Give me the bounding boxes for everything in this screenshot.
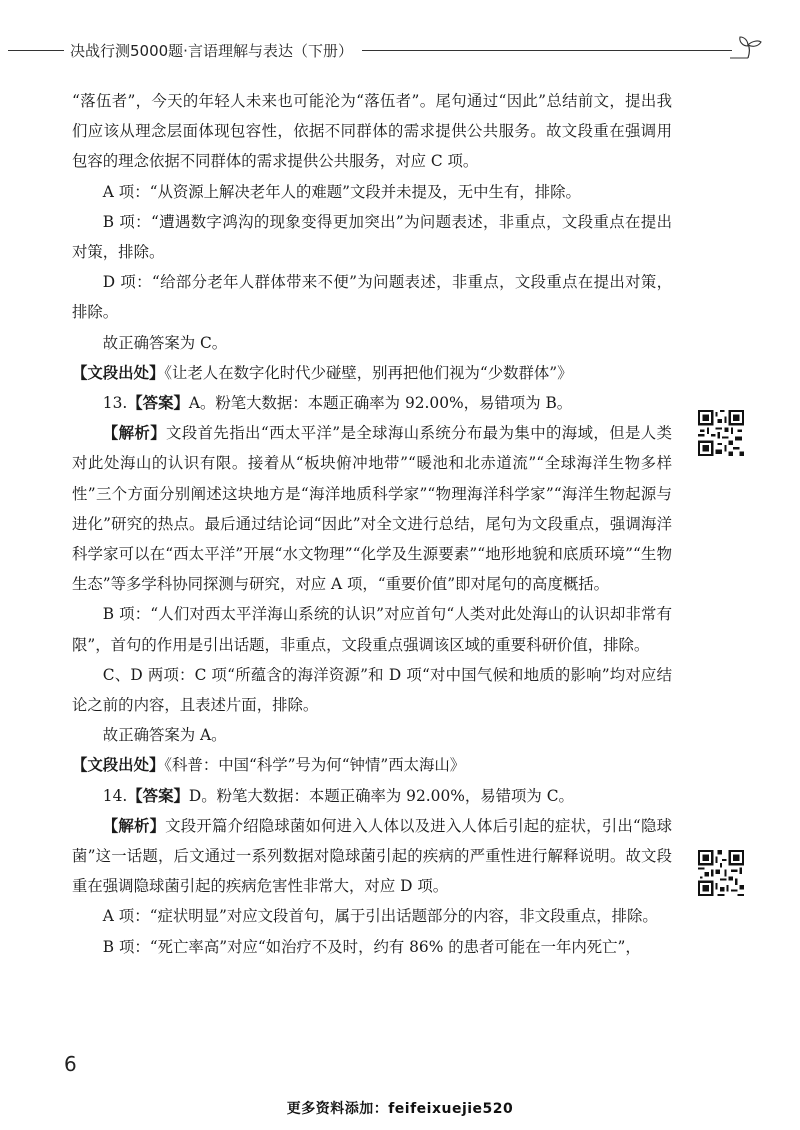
correct-answer-line: 故正确答案为 A。 [102, 726, 227, 745]
answer-line-14 [72, 781, 672, 811]
answer-label: 【答案】 [127, 786, 189, 805]
sprout-icon [728, 32, 764, 62]
question-number: 14. [102, 786, 128, 805]
analysis-text: 文段首先指出“西太平洋”是全球海山系统分布最为集中的海域，但是人类对此处海山的认识有限。接着从“板块俯冲地带”“暖池和北赤道流”“全球海洋生物多样性”三个方面分别阐述这块地方是“海洋地质科学家”“物理海洋科学家”“海洋生物起源与进化”研究的热点。最后通过结论词“因此”对全文进行总结，尾句为文段重点，强调海洋科学家可以在“西太平洋”开展“水文物理”“化学及生源要素”“地形地貌和底质环境”“生物生态”等多学科协同探测与研究，对应 A 项，“重要价值”即对尾句的高度概括。 [72, 424, 672, 594]
analysis-label: 【解析】 [102, 424, 167, 443]
header-rule-left [8, 50, 64, 51]
analysis-text: 文段开篇介绍隐球菌如何进入人体以及进入人体后引起的症状，引出“隐球菌”这一话题，后文通过一系列数据对隐球菌引起的疾病的严重性进行解释说明。故文段重在强调隐球菌引起的疾病危害性非常大，对应 D 项。 [72, 816, 672, 896]
answer-text: A。粉笔大数据：本题正确率为 92.00%，易错项为 B。 [188, 394, 573, 413]
running-header [0, 38, 800, 62]
question-number: 13. [102, 394, 128, 413]
analysis-14 [72, 811, 672, 902]
analysis-label: 【解析】 [102, 816, 166, 835]
answer-text: D。粉笔大数据：本题正确率为 92.00%，易错项为 C。 [188, 786, 574, 805]
source-label: 【文段出处】 [72, 363, 165, 382]
header-rule-right [362, 50, 732, 51]
option-b-analysis: B 项：“人们对西太平洋海山系统的认识”对应首句“人类对此处海山的认识却非常有限”，首句的作用是引出话题，非重点，文段重点强调该区域的重要科研价值，排除。 [72, 605, 672, 654]
page-number: 6 [64, 1052, 77, 1076]
option-b-analysis: B 项：“遭遇数字鸿沟的现象变得更加突出”为问题表述，非重点，文段重点在提出对策，排除。 [72, 212, 672, 262]
answer-explanation-text [72, 86, 672, 962]
option-d-analysis: D 项：“给部分老年人群体带来不便”为问题表述，非重点，文段重点在提出对策，排除。 [72, 273, 672, 322]
source-title: 《科普：中国“科学”号为何“钟情”西太海山》 [164, 756, 466, 775]
source-label: 【文段出处】 [72, 756, 165, 775]
option-a-analysis: A 项：“从资源上解决老年人的难题”文段并未提及，无中生有，排除。 [102, 182, 581, 201]
source-title: 《让老人在数字化时代少碰壁，别再把他们视为“少数群体”》 [164, 363, 573, 382]
source-line [72, 358, 672, 388]
analysis-13 [72, 418, 672, 599]
option-a-analysis: A 项：“症状明显”对应文段首句，属于引出话题部分的内容，非文段重点，排除。 [102, 907, 658, 926]
paragraph: “落伍者”，今天的年轻人未来也可能沦为“落伍者”。尾句通过“因此”总结前文，提出我们应该从理念层面体现包容性，依据不同群体的需求提供公共服务。故文段重在强调用包容的理念依据不同群体的需求提供公共服务，对应 C 项。 [72, 92, 672, 171]
qr-code-icon[interactable] [698, 850, 744, 896]
header-title: 决战行测5000题·言语理解与表达（下册） [70, 42, 353, 60]
qr-code-icon[interactable] [698, 410, 744, 456]
answer-line-13 [72, 388, 672, 418]
option-cd-analysis: C、D 两项：C 项“所蕴含的海洋资源”和 D 项“对中国气候和地质的影响”均对应结论之前的内容，且表述片面，排除。 [72, 665, 672, 715]
answer-label: 【答案】 [127, 394, 189, 413]
source-line [72, 750, 672, 780]
footer-note: 更多资料添加：feifeixuejie520 [286, 1101, 514, 1117]
option-b-analysis: B 项：“死亡率高”对应“如治疗不及时，约有 86% 的患者可能在一年内死亡”， [102, 937, 641, 956]
correct-answer-line: 故正确答案为 C。 [102, 333, 228, 352]
